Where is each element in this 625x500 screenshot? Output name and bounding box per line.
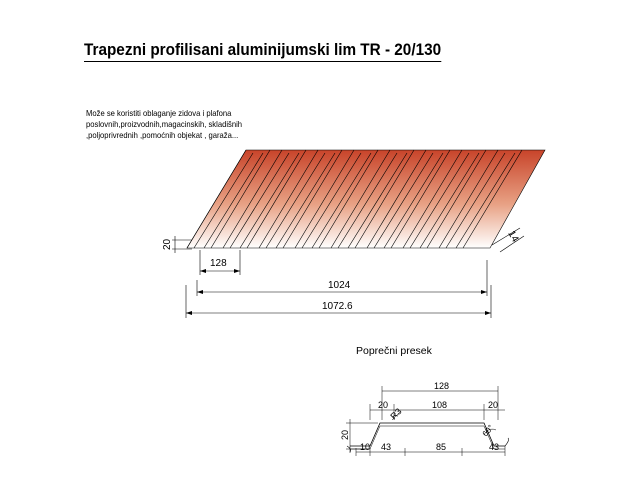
cs-dim-top-left: 20: [378, 400, 389, 410]
cs-dim-bottom-mid: 85: [436, 442, 447, 452]
cs-dim-bottom-edge: 10: [360, 442, 371, 452]
cross-section-profile-inner: [350, 426, 505, 449]
dim-cover-width: 1024: [328, 280, 351, 291]
cs-dim-angle: 60°: [480, 423, 496, 439]
description-line: Može se koristiti oblaganje zidova i plafona: [86, 108, 232, 118]
cs-dim-top-right: 20: [488, 400, 499, 410]
cross-section-label: Poprečni presek: [356, 345, 432, 357]
cs-dim-height: 20: [340, 429, 350, 440]
dim-side: 14: [505, 229, 521, 245]
description-line: poslovnih,proizvodnih,magacinskih, skladišnih: [86, 119, 243, 129]
cs-dim-rib-right: 43: [489, 442, 500, 452]
description-line: ,poljoprivrednih ,pomoćnih objekat , garaža...: [86, 130, 239, 140]
dim-pitch: 128: [210, 258, 227, 269]
cs-dim-rib-left: 43: [381, 442, 392, 452]
cs-dim-pitch: 128: [434, 381, 450, 391]
page-title: Trapezni profilisani aluminijumski lim TR - 20/130: [84, 40, 441, 62]
cross-section-edge-fold: [505, 438, 509, 446]
dim-height: 20: [162, 238, 173, 250]
cs-dim-radius: R3: [388, 406, 404, 422]
cs-dim-top-mid: 108: [432, 400, 448, 410]
dim-total-width: 1072.6: [322, 301, 353, 312]
